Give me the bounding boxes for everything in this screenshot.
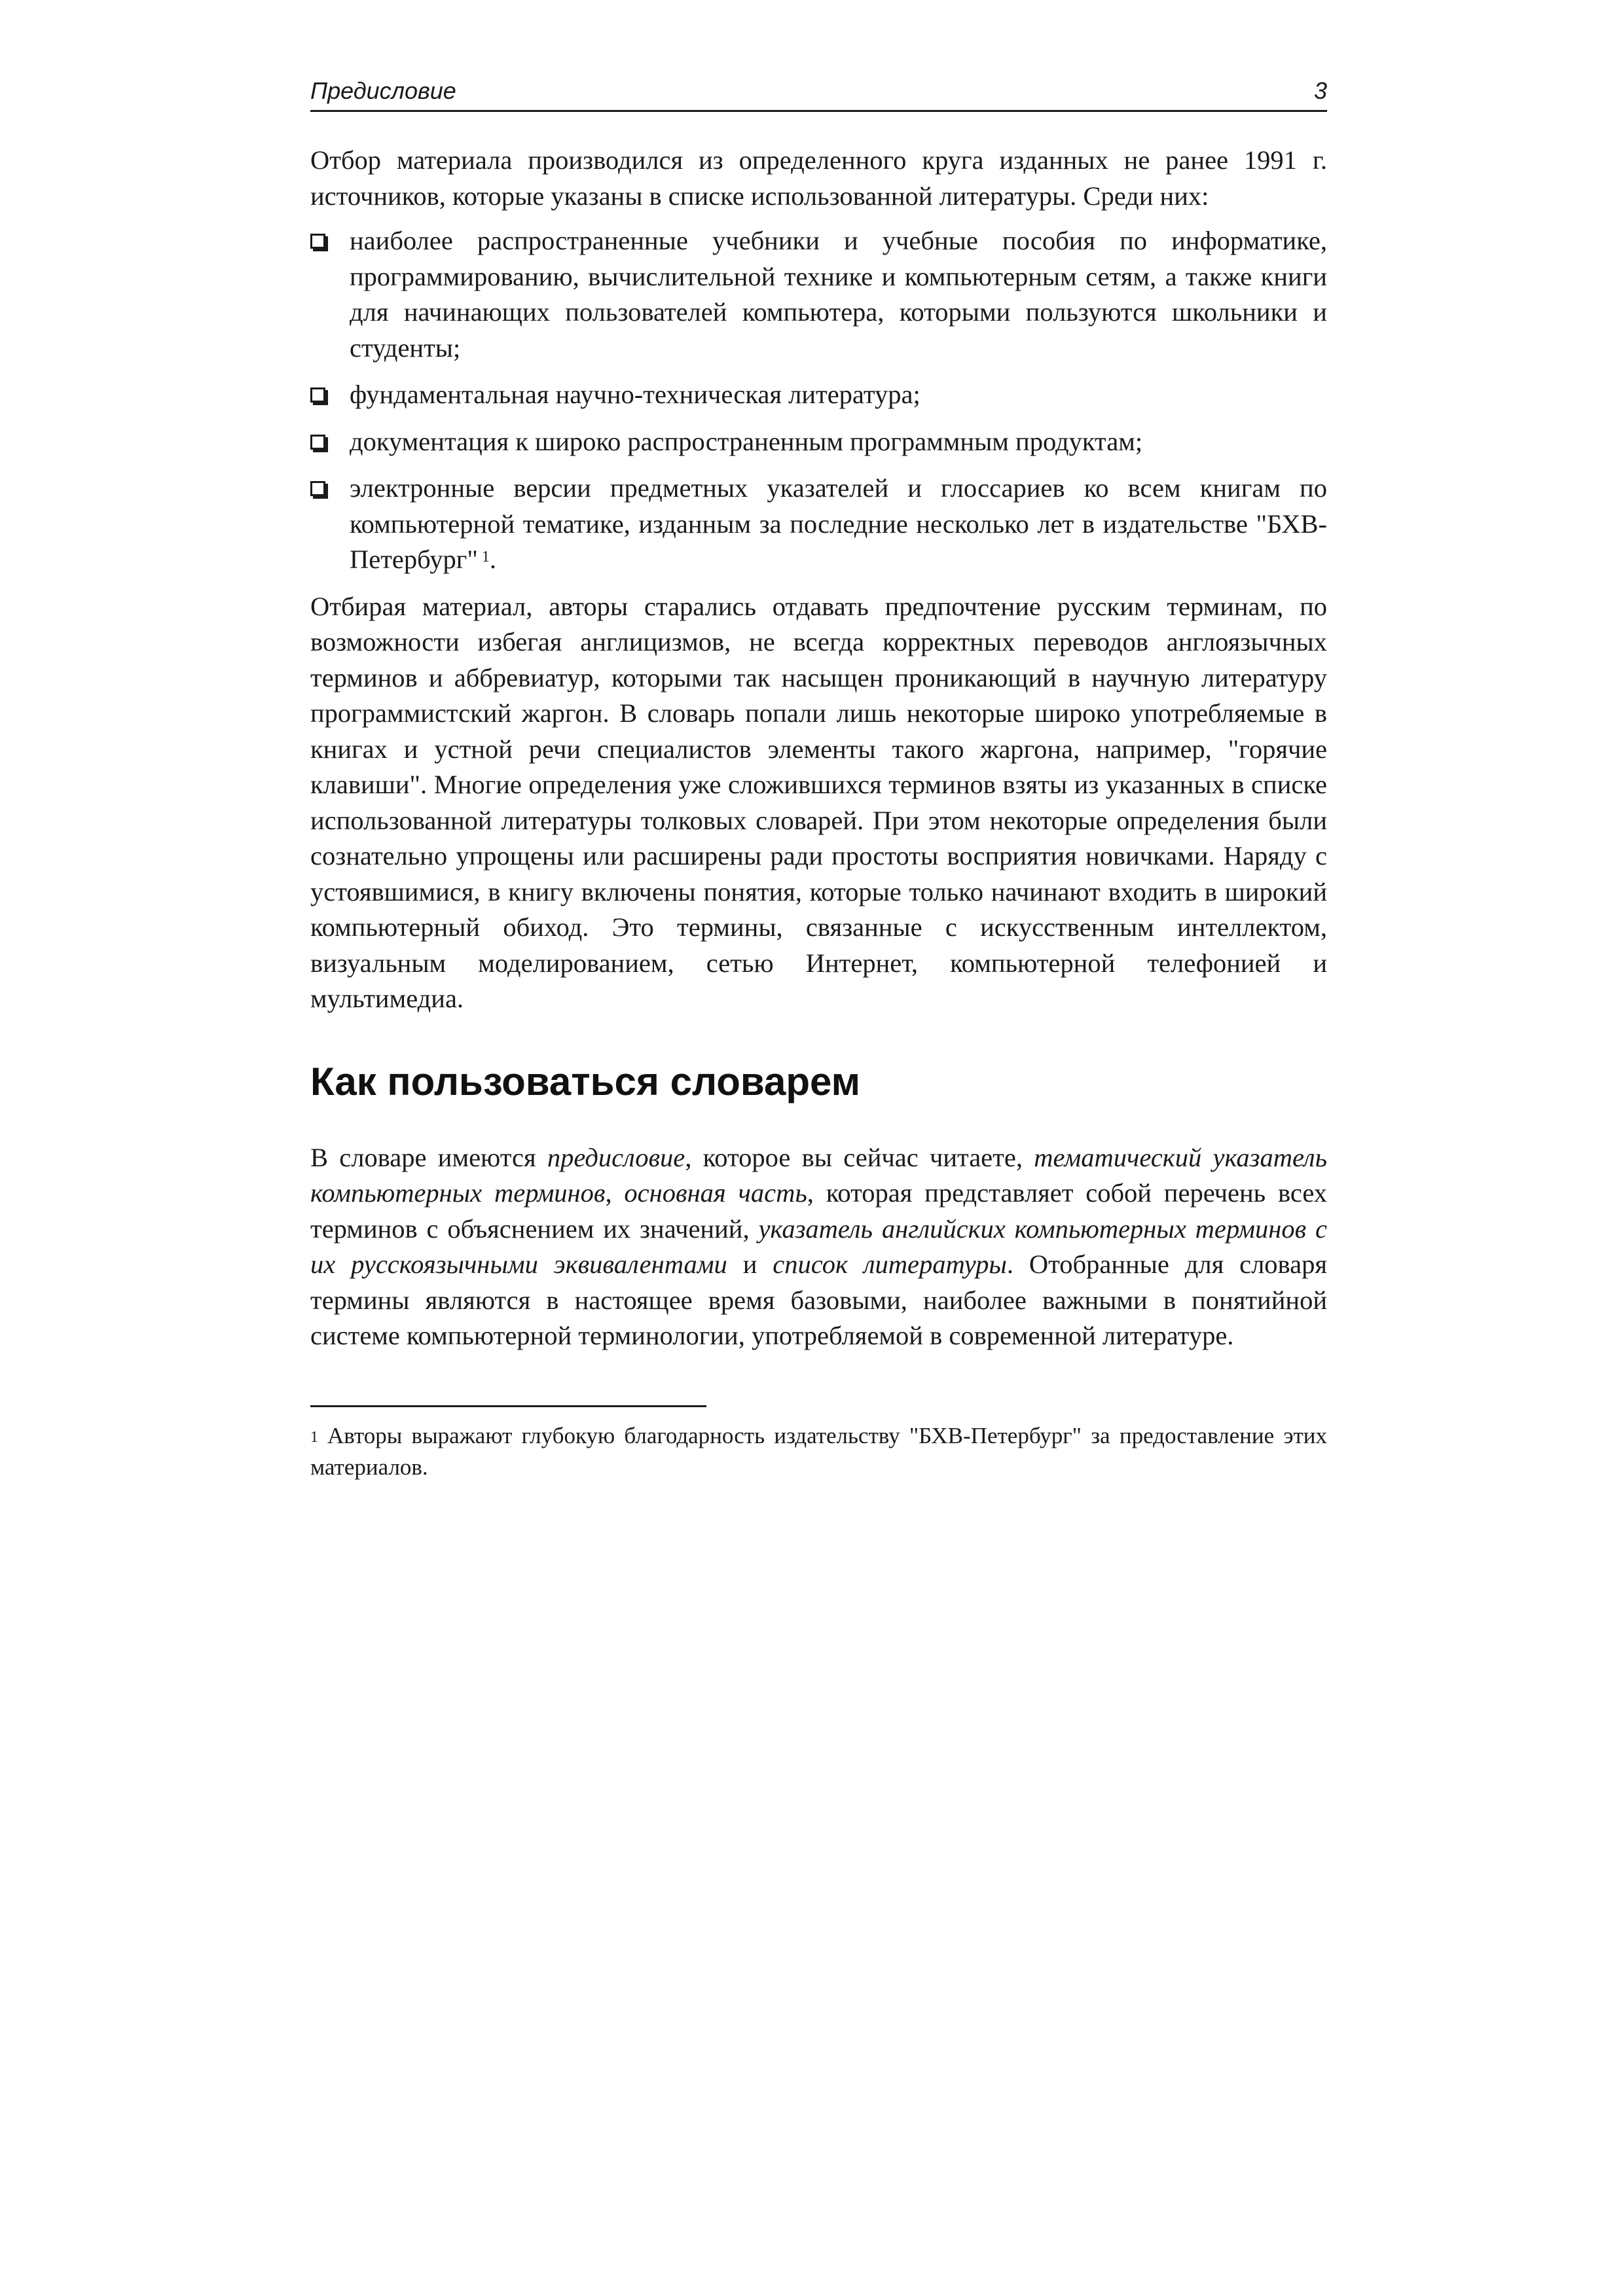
list-item: [310, 471, 1327, 578]
footnote-reference: 1: [481, 548, 490, 565]
sources-list: [310, 223, 1327, 578]
list-item-text: наиболее распространенные учебники и учебные пособия по информатике, программированию, вычислительной технике и компьютерным сетям, а также книги для начинающих пользователей компьютера, которыми пользуются школьники и студенты;: [350, 226, 1327, 363]
list-item-text: документация к широко распространенным программным продуктам;: [350, 426, 1143, 456]
term-preface: предисловие: [547, 1142, 685, 1172]
book-page: [310, 72, 1327, 1483]
intro-paragraph: Отбор материала производился из определенного круга изданных не ранее 1991 г. источников, которые указаны в списке использованной литературы. Среди них:: [310, 145, 1327, 211]
footnote-divider: [310, 1405, 706, 1407]
list-item: [310, 223, 1327, 366]
term-bibliography: список литературы: [773, 1249, 1007, 1279]
section-heading: Как пользоваться словарем: [310, 1059, 860, 1103]
usage-text: , которое вы сейчас читаете,: [685, 1142, 1034, 1172]
list-item-text: фундаментальная научно-техническая литература;: [350, 380, 921, 409]
usage-text: ,: [605, 1178, 625, 1208]
term-main-part: основная часть: [624, 1178, 807, 1208]
usage-text: В словаре имеются: [310, 1142, 547, 1172]
term-english-index: указатель английских компьютерных терминов с их русскоязычными эквивалентами: [310, 1213, 1327, 1279]
usage-text: , которая представляет собой перечень всех терминов с объяснением их значений,: [310, 1178, 1328, 1244]
running-header-title: Предисловие: [310, 77, 456, 104]
checkbox-bullet-icon: [310, 387, 325, 403]
running-header: [310, 72, 1327, 112]
selection-paragraph: Отбирая материал, авторы старались отдавать предпочтение русским терминам, по возможности избегая англицизмов, не всегда корректных переводов англоязычных терминов и аббревиатур, которыми так насыщен проникающий в научную литературу программистский жаргон. В словарь попали лишь некоторые широко употребляемые в книгах и устной речи специалистов элементы такого жаргона, например, "горячие клавиши". Многие определения уже сложившихся терминов взяты из указанных в списке использованной литературы толковых словарей. При этом некоторые определения были сознательно упрощены или расширены ради простоты восприятия новичками. Наряду с устоявшимися, в книгу включены понятия, которые только начинают входить в широкий компьютерный обиход. Это термины, связанные с искусственным интеллектом, визуальным моделированием, сетью Интернет, компьютерной телефонией и мультимедиа.: [310, 591, 1327, 1013]
checkbox-bullet-icon: [310, 435, 325, 450]
usage-paragraph: [310, 1140, 1327, 1354]
usage-text: . Отобранные для словаря термины являются в настоящее время базовыми, наиболее важными в понятийной системе компьютерной терминологии, употребляемой в современной литературе.: [310, 1249, 1327, 1350]
footnote-text: Авторы выражают глубокую благодарность издательству "БХВ-Петербург" за предоставление этих материалов.: [310, 1422, 1327, 1480]
footnote-mark: 1: [310, 1428, 318, 1446]
list-item: [310, 377, 1327, 413]
usage-text: и: [727, 1249, 773, 1279]
page-number: 3: [1313, 77, 1327, 104]
term-thematic-index: тематический указатель компьютерных терминов: [310, 1142, 1327, 1208]
list-item-end: .: [489, 545, 496, 574]
list-item-text: электронные версии предметных указателей и глоссариев ко всем книгам по компьютерной тематике, изданным за последние несколько лет в издательстве "БХВ-Петербург": [350, 473, 1327, 574]
footnote: [310, 1420, 1327, 1483]
checkbox-bullet-icon: [310, 481, 325, 496]
checkbox-bullet-icon: [310, 234, 325, 249]
list-item: [310, 424, 1327, 460]
